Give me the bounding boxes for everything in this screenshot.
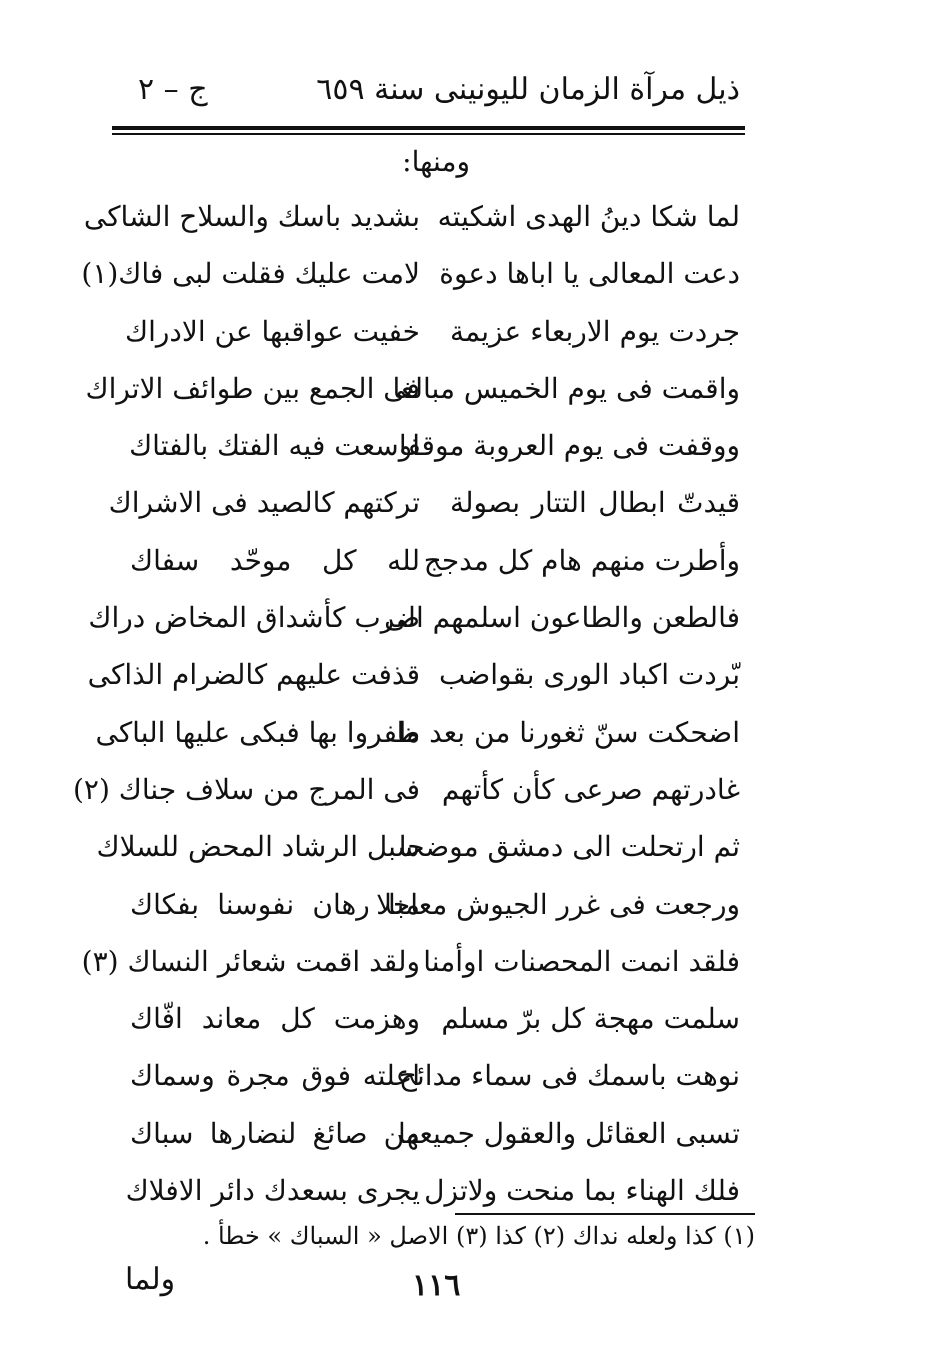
header-volume: ج – ٢: [138, 72, 208, 107]
catchword: ولما: [125, 1262, 176, 1297]
verse-first-hemistich: فالطعن والطاعون اسلمهم الى: [384, 601, 740, 635]
verse: [96, 822, 740, 879]
verse-first-hemistich: فلك الهناء بما منحت ولاتزل: [424, 1174, 740, 1208]
verse-first-hemistich: ثم ارتحلت الى دمشق موضحا: [398, 830, 740, 864]
verse-second-hemistich: تركتهم كالصيد فى الاشراك: [108, 486, 420, 520]
verse-first-hemistich: لما شكا دينُ الهدى اشكيته: [437, 200, 740, 233]
verse: [120, 880, 740, 937]
verse: [120, 1109, 740, 1166]
verse-first-hemistich: دعت المعالى يا اباها دعوة: [439, 257, 740, 291]
verse-second-hemistich: ولقد اقمت شعائر النساك (٣): [81, 944, 420, 978]
verse-first-hemistich: اضحكت سنّ ثغورنا من بعد ما: [396, 715, 740, 749]
verse-first-hemistich: قيدتّ ابطال التتار بصولة: [450, 486, 740, 520]
verse-second-hemistich: سبل الرشاد المحض للسلاك: [96, 830, 420, 864]
footnote-rule: [455, 1213, 755, 1215]
verse-second-hemistich: وهزمت كل معاند افّاك: [130, 1002, 420, 1036]
verse: [120, 1166, 740, 1223]
verse-second-hemistich: خفيت عواقبها عن الادراك: [125, 314, 420, 348]
verse-second-hemistich: اوسعت فيه الفتك بالفتاك: [129, 429, 420, 463]
verse: [95, 708, 740, 765]
verse-first-hemistich: جردت يوم الاربعاء عزيمة: [450, 314, 740, 348]
verse-first-hemistich: فلقد انمت المحصنات اوأمنا: [423, 944, 740, 978]
verse-first-hemistich: سلمت مهجة كل برّ مسلم: [441, 1002, 740, 1036]
verse: [120, 1051, 740, 1108]
header-rule-thick: [112, 126, 745, 130]
verse: [81, 249, 740, 306]
verse-second-hemistich: قذفت عليهم كالضرام الذاكى: [87, 658, 420, 692]
page-number: ١١٦: [412, 1268, 461, 1303]
verse-second-hemistich: لله كل موحّد سفاك: [130, 543, 420, 577]
verse-first-hemistich: بّردت اكباد الورى بقواضب: [438, 658, 740, 692]
verse: [81, 937, 740, 994]
verse: [88, 593, 740, 650]
verse-second-hemistich: لامت عليك فقلت لبى فاك(١): [81, 257, 420, 291]
verse: [108, 478, 740, 535]
verse-second-hemistich: منا رهان نفوسنا بفكاك: [130, 887, 420, 921]
verse: [120, 994, 740, 1051]
verse-second-hemistich: من صائغ لنضارها سباك: [130, 1116, 420, 1150]
verse-second-hemistich: ظفروا بها فبكى عليها الباكى: [95, 715, 420, 749]
verse: [72, 765, 740, 822]
header-rule-thin: [112, 133, 745, 135]
verse: [120, 536, 740, 593]
poem: [72, 192, 740, 1223]
verse-first-hemistich: ورجعت فى غرر الجيوش معاجلا: [376, 887, 740, 921]
verse-first-hemistich: ووقفت فى يوم العروبة موقفا: [398, 429, 740, 463]
verse: [85, 364, 740, 421]
verse: [83, 192, 740, 249]
header-title: ذيل مرآة الزمان لليونينى سنة ٦٥٩: [316, 72, 740, 107]
verse: [120, 421, 740, 478]
verse-first-hemistich: نوهت باسمك فى سماء مدائح: [398, 1059, 740, 1093]
verse-second-hemistich: فى الجمع بين طوائف الاتراك: [85, 371, 420, 405]
verse-first-hemistich: غادرتهم صرعى كأن كأتهم: [441, 772, 740, 806]
verse-first-hemistich: وأطرت منهم هام كل مدجج: [423, 543, 740, 577]
verse-first-hemistich: واقمت فى يوم الخميس مبالغا: [392, 371, 740, 405]
verse: [120, 307, 740, 364]
verse-second-hemistich: ضرب كأشداق المخاض دراك: [88, 601, 420, 635]
verse-second-hemistich: بشديد باسك والسلاح الشاكى: [83, 200, 420, 233]
verse-second-hemistich: يجرى بسعدك دائر الافلاك: [125, 1174, 420, 1208]
running-header: [110, 72, 740, 122]
verse: [87, 650, 740, 707]
verse-second-hemistich: اعلته فوق مجرة وسماك: [130, 1059, 420, 1093]
verse-first-hemistich: تسبى العقائل والعقول جميعها: [398, 1116, 740, 1150]
verse-second-hemistich: فى المرج من سلاف جناك (٢): [72, 772, 420, 806]
footnote: (١) كذا ولعله نداك (٢) كذا (٣) الاصل « السباك » خطأ .: [202, 1222, 755, 1250]
section-intro: ومنها:: [402, 145, 470, 178]
